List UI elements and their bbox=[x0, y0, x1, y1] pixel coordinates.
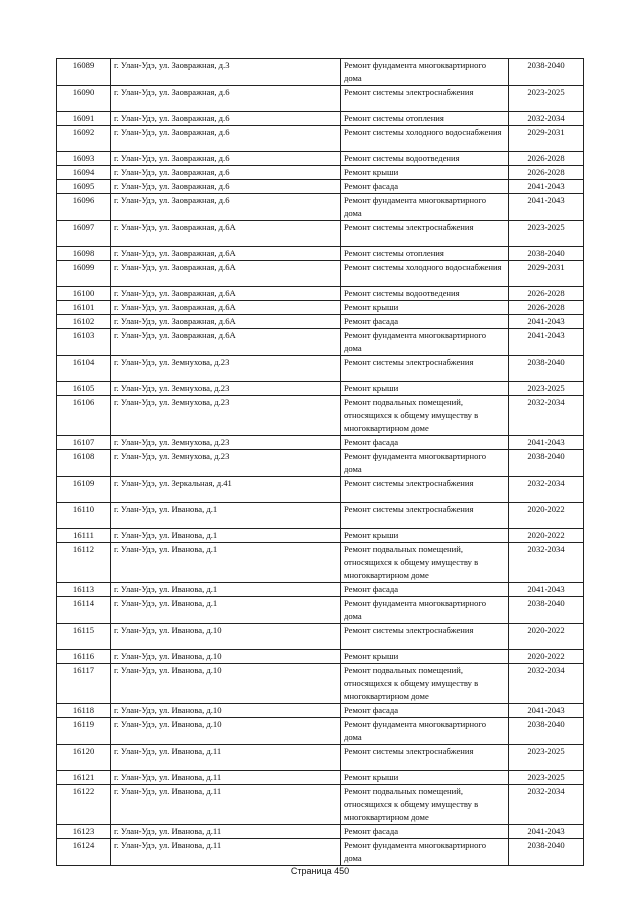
table-row bbox=[57, 704, 584, 718]
row-id: 16093 bbox=[57, 152, 111, 166]
row-work-type: Ремонт крыши bbox=[341, 771, 509, 785]
table-row bbox=[57, 86, 584, 112]
row-period: 2026-2028 bbox=[509, 301, 584, 315]
row-id: 16102 bbox=[57, 315, 111, 329]
row-address: г. Улан-Удэ, ул. Зеркальная, д.41 bbox=[111, 477, 341, 503]
row-work-type: Ремонт системы электроснабжения bbox=[341, 86, 509, 112]
table-row bbox=[57, 112, 584, 126]
row-period: 2032-2034 bbox=[509, 396, 584, 436]
row-period: 2029-2031 bbox=[509, 126, 584, 152]
table-row bbox=[57, 583, 584, 597]
row-address: г. Улан-Удэ, ул. Заовражная, д.6 bbox=[111, 152, 341, 166]
row-id: 16114 bbox=[57, 597, 111, 624]
row-id: 16094 bbox=[57, 166, 111, 180]
row-period: 2032-2034 bbox=[509, 543, 584, 583]
table-row bbox=[57, 839, 584, 866]
table-row bbox=[57, 624, 584, 650]
row-id: 16119 bbox=[57, 718, 111, 745]
row-address: г. Улан-Удэ, ул. Заовражная, д.6А bbox=[111, 315, 341, 329]
row-period: 2023-2025 bbox=[509, 745, 584, 771]
row-address: г. Улан-Удэ, ул. Иванова, д.1 bbox=[111, 543, 341, 583]
row-address: г. Улан-Удэ, ул. Иванова, д.10 bbox=[111, 664, 341, 704]
table-row bbox=[57, 126, 584, 152]
row-work-type: Ремонт системы холодного водоснабжения bbox=[341, 126, 509, 152]
row-address: г. Улан-Удэ, ул. Земнухова, д.23 bbox=[111, 382, 341, 396]
row-address: г. Улан-Удэ, ул. Заовражная, д.6А bbox=[111, 261, 341, 287]
row-work-type: Ремонт фасада bbox=[341, 704, 509, 718]
table-row bbox=[57, 597, 584, 624]
row-period: 2041-2043 bbox=[509, 583, 584, 597]
row-address: г. Улан-Удэ, ул. Иванова, д.10 bbox=[111, 624, 341, 650]
row-period: 2038-2040 bbox=[509, 597, 584, 624]
row-address: г. Улан-Удэ, ул. Иванова, д.1 bbox=[111, 597, 341, 624]
row-period: 2041-2043 bbox=[509, 704, 584, 718]
table-row bbox=[57, 543, 584, 583]
row-id: 16089 bbox=[57, 59, 111, 86]
table-row bbox=[57, 59, 584, 86]
row-id: 16122 bbox=[57, 785, 111, 825]
row-work-type: Ремонт крыши bbox=[341, 166, 509, 180]
row-work-type: Ремонт подвальных помещений, относящихся к общему имуществу в многоквартирном доме bbox=[341, 664, 509, 704]
row-work-type: Ремонт системы отопления bbox=[341, 112, 509, 126]
row-period: 2023-2025 bbox=[509, 86, 584, 112]
row-period: 2041-2043 bbox=[509, 194, 584, 221]
row-id: 16099 bbox=[57, 261, 111, 287]
row-address: г. Улан-Удэ, ул. Заовражная, д.3 bbox=[111, 59, 341, 86]
row-address: г. Улан-Удэ, ул. Заовражная, д.6А bbox=[111, 221, 341, 247]
row-work-type: Ремонт фундамента многоквартирного дома bbox=[341, 329, 509, 356]
table-row bbox=[57, 301, 584, 315]
row-address: г. Улан-Удэ, ул. Заовражная, д.6 bbox=[111, 180, 341, 194]
row-address: г. Улан-Удэ, ул. Иванова, д.1 bbox=[111, 529, 341, 543]
row-id: 16115 bbox=[57, 624, 111, 650]
row-id: 16092 bbox=[57, 126, 111, 152]
table-row bbox=[57, 785, 584, 825]
row-id: 16113 bbox=[57, 583, 111, 597]
row-work-type: Ремонт фундамента многоквартирного дома bbox=[341, 194, 509, 221]
row-address: г. Улан-Удэ, ул. Иванова, д.11 bbox=[111, 771, 341, 785]
page-number: Страница 450 bbox=[290, 866, 350, 876]
row-address: г. Улан-Удэ, ул. Иванова, д.1 bbox=[111, 503, 341, 529]
row-id: 16101 bbox=[57, 301, 111, 315]
row-id: 16103 bbox=[57, 329, 111, 356]
row-id: 16107 bbox=[57, 436, 111, 450]
table-row bbox=[57, 315, 584, 329]
table-row bbox=[57, 718, 584, 745]
row-period: 2029-2031 bbox=[509, 261, 584, 287]
row-address: г. Улан-Удэ, ул. Иванова, д.11 bbox=[111, 825, 341, 839]
row-period: 2032-2034 bbox=[509, 112, 584, 126]
table-row bbox=[57, 825, 584, 839]
row-work-type: Ремонт системы водоотведения bbox=[341, 287, 509, 301]
row-id: 16096 bbox=[57, 194, 111, 221]
row-work-type: Ремонт подвальных помещений, относящихся к общему имуществу в многоквартирном доме bbox=[341, 785, 509, 825]
row-period: 2020-2022 bbox=[509, 503, 584, 529]
table-row bbox=[57, 450, 584, 477]
row-address: г. Улан-Удэ, ул. Земнухова, д.23 bbox=[111, 436, 341, 450]
row-period: 2038-2040 bbox=[509, 718, 584, 745]
row-period: 2032-2034 bbox=[509, 477, 584, 503]
row-work-type: Ремонт фундамента многоквартирного дома bbox=[341, 59, 509, 86]
row-work-type: Ремонт системы отопления bbox=[341, 247, 509, 261]
table-row bbox=[57, 503, 584, 529]
row-id: 16123 bbox=[57, 825, 111, 839]
row-id: 16116 bbox=[57, 650, 111, 664]
row-address: г. Улан-Удэ, ул. Иванова, д.10 bbox=[111, 704, 341, 718]
row-address: г. Улан-Удэ, ул. Иванова, д.11 bbox=[111, 785, 341, 825]
table-row bbox=[57, 329, 584, 356]
row-period: 2023-2025 bbox=[509, 382, 584, 396]
row-address: г. Улан-Удэ, ул. Заовражная, д.6 bbox=[111, 86, 341, 112]
row-id: 16104 bbox=[57, 356, 111, 382]
table-row bbox=[57, 436, 584, 450]
table-row bbox=[57, 477, 584, 503]
table-row bbox=[57, 221, 584, 247]
row-address: г. Улан-Удэ, ул. Земнухова, д.23 bbox=[111, 396, 341, 436]
row-id: 16121 bbox=[57, 771, 111, 785]
table-row bbox=[57, 771, 584, 785]
row-work-type: Ремонт фундамента многоквартирного дома bbox=[341, 597, 509, 624]
row-address: г. Улан-Удэ, ул. Иванова, д.1 bbox=[111, 583, 341, 597]
row-work-type: Ремонт подвальных помещений, относящихся к общему имуществу в многоквартирном доме bbox=[341, 543, 509, 583]
row-id: 16095 bbox=[57, 180, 111, 194]
row-address: г. Улан-Удэ, ул. Заовражная, д.6 bbox=[111, 166, 341, 180]
table-row bbox=[57, 356, 584, 382]
row-id: 16112 bbox=[57, 543, 111, 583]
row-id: 16111 bbox=[57, 529, 111, 543]
row-id: 16106 bbox=[57, 396, 111, 436]
table-row bbox=[57, 382, 584, 396]
row-work-type: Ремонт фасада bbox=[341, 583, 509, 597]
row-work-type: Ремонт фундамента многоквартирного дома bbox=[341, 450, 509, 477]
row-period: 2020-2022 bbox=[509, 624, 584, 650]
row-address: г. Улан-Удэ, ул. Заовражная, д.6 bbox=[111, 112, 341, 126]
row-id: 16090 bbox=[57, 86, 111, 112]
row-period: 2023-2025 bbox=[509, 221, 584, 247]
table-row bbox=[57, 287, 584, 301]
row-address: г. Улан-Удэ, ул. Заовражная, д.6А bbox=[111, 329, 341, 356]
row-address: г. Улан-Удэ, ул. Заовражная, д.6А bbox=[111, 301, 341, 315]
row-id: 16098 bbox=[57, 247, 111, 261]
row-period: 2041-2043 bbox=[509, 315, 584, 329]
row-address: г. Улан-Удэ, ул. Заовражная, д.6А bbox=[111, 287, 341, 301]
table-row bbox=[57, 180, 584, 194]
row-work-type: Ремонт системы электроснабжения bbox=[341, 477, 509, 503]
row-work-type: Ремонт фасада bbox=[341, 436, 509, 450]
row-period: 2032-2034 bbox=[509, 785, 584, 825]
row-work-type: Ремонт системы электроснабжения bbox=[341, 356, 509, 382]
row-period: 2020-2022 bbox=[509, 529, 584, 543]
row-address: г. Улан-Удэ, ул. Иванова, д.11 bbox=[111, 745, 341, 771]
row-work-type: Ремонт системы электроснабжения bbox=[341, 745, 509, 771]
row-id: 16097 bbox=[57, 221, 111, 247]
row-work-type: Ремонт системы электроснабжения bbox=[341, 221, 509, 247]
row-period: 2020-2022 bbox=[509, 650, 584, 664]
row-work-type: Ремонт системы электроснабжения bbox=[341, 624, 509, 650]
table-row bbox=[57, 152, 584, 166]
row-period: 2032-2034 bbox=[509, 664, 584, 704]
row-address: г. Улан-Удэ, ул. Заовражная, д.6 bbox=[111, 126, 341, 152]
row-work-type: Ремонт фундамента многоквартирного дома bbox=[341, 839, 509, 866]
row-period: 2026-2028 bbox=[509, 287, 584, 301]
row-work-type: Ремонт фасада bbox=[341, 825, 509, 839]
row-work-type: Ремонт фундамента многоквартирного дома bbox=[341, 718, 509, 745]
row-id: 16124 bbox=[57, 839, 111, 866]
row-work-type: Ремонт крыши bbox=[341, 650, 509, 664]
row-id: 16110 bbox=[57, 503, 111, 529]
row-period: 2026-2028 bbox=[509, 152, 584, 166]
table-body bbox=[57, 59, 584, 866]
row-id: 16109 bbox=[57, 477, 111, 503]
row-period: 2038-2040 bbox=[509, 356, 584, 382]
row-id: 16108 bbox=[57, 450, 111, 477]
row-period: 2038-2040 bbox=[509, 247, 584, 261]
row-period: 2041-2043 bbox=[509, 436, 584, 450]
row-id: 16118 bbox=[57, 704, 111, 718]
row-period: 2026-2028 bbox=[509, 166, 584, 180]
table-row bbox=[57, 650, 584, 664]
table-row bbox=[57, 664, 584, 704]
row-address: г. Улан-Удэ, ул. Иванова, д.11 bbox=[111, 839, 341, 866]
table-row bbox=[57, 247, 584, 261]
row-work-type: Ремонт крыши bbox=[341, 301, 509, 315]
row-address: г. Улан-Удэ, ул. Иванова, д.10 bbox=[111, 718, 341, 745]
row-work-type: Ремонт системы холодного водоснабжения bbox=[341, 261, 509, 287]
row-work-type: Ремонт системы водоотведения bbox=[341, 152, 509, 166]
table-row bbox=[57, 745, 584, 771]
row-id: 16120 bbox=[57, 745, 111, 771]
row-address: г. Улан-Удэ, ул. Заовражная, д.6А bbox=[111, 247, 341, 261]
row-work-type: Ремонт фасада bbox=[341, 180, 509, 194]
table-row bbox=[57, 529, 584, 543]
table-row bbox=[57, 396, 584, 436]
row-id: 16100 bbox=[57, 287, 111, 301]
row-work-type: Ремонт фасада bbox=[341, 315, 509, 329]
table-row bbox=[57, 261, 584, 287]
row-id: 16105 bbox=[57, 382, 111, 396]
row-period: 2023-2025 bbox=[509, 771, 584, 785]
row-address: г. Улан-Удэ, ул. Заовражная, д.6 bbox=[111, 194, 341, 221]
row-work-type: Ремонт системы электроснабжения bbox=[341, 503, 509, 529]
table-row bbox=[57, 166, 584, 180]
row-period: 2038-2040 bbox=[509, 839, 584, 866]
row-period: 2038-2040 bbox=[509, 450, 584, 477]
row-period: 2038-2040 bbox=[509, 59, 584, 86]
row-period: 2041-2043 bbox=[509, 329, 584, 356]
row-address: г. Улан-Удэ, ул. Земнухова, д.23 bbox=[111, 450, 341, 477]
row-work-type: Ремонт крыши bbox=[341, 529, 509, 543]
row-address: г. Улан-Удэ, ул. Иванова, д.10 bbox=[111, 650, 341, 664]
row-work-type: Ремонт крыши bbox=[341, 382, 509, 396]
row-period: 2041-2043 bbox=[509, 825, 584, 839]
table-row bbox=[57, 194, 584, 221]
repair-schedule-table bbox=[56, 58, 584, 866]
row-work-type: Ремонт подвальных помещений, относящихся к общему имуществу в многоквартирном доме bbox=[341, 396, 509, 436]
row-period: 2041-2043 bbox=[509, 180, 584, 194]
row-address: г. Улан-Удэ, ул. Земнухова, д.23 bbox=[111, 356, 341, 382]
row-id: 16091 bbox=[57, 112, 111, 126]
row-id: 16117 bbox=[57, 664, 111, 704]
